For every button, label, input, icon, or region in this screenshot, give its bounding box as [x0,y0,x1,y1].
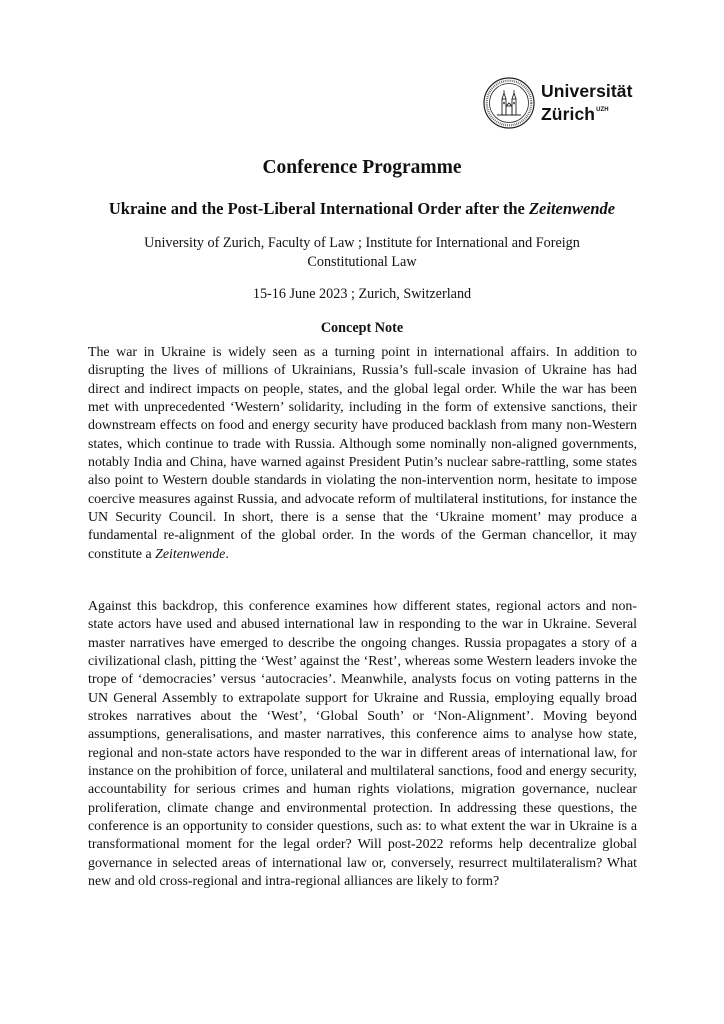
paragraph-1-end: . [225,546,229,562]
wordmark-city: Zürich [541,104,596,124]
wordmark-superscript: UZH [596,107,609,113]
paragraph-2: Against this backdrop, this conference examines how different states, regional actors and non-state actors have used and abused international law in responding to the war in Ukraine. Several master narratives have emerged to describe the ongoing changes. Russia propagates a story of a civilizational clash, pitting the ‘West’ against the ‘Rest’, whereas some Western leaders invoke the trope of ‘democracies’ versus ‘autocracies’. Meanwhile, analysts focus on voting patterns in the UN General Assembly to extrapolate support for Ukraine and Russia, employing equally broad strokes narratives about the ‘West’, ‘Global South’ or ‘Non-Alignment’. Moving beyond assumptions, generalisations, and master narratives, this conference aims to analyse how state, regional and non-state actors have responded to the war in different areas of international law, for instance on the prohibition of force, unilateral and multilateral sanctions, food and energy security, accountability for serious crimes and human rights violations, migration governance, nuclear proliferation, climate change and environmental protection. In addressing these questions, the conference is an opportunity to consider questions, such as: to what extent the war in Ukraine is a transformational moment for the legal order? Will post-2022 reforms help decentralize global governance in selected areas of international law or, conversely, resurrect multilateralism? What new and old cross-regional and intra-regional alliances are likely to form? [88,599,637,890]
paragraph-1-main: The war in Ukraine is widely seen as a turning point in international affairs. In addition to disrupting the lives of millions of Ukrainians, Russia’s full-scale invasion of Ukraine has had direct and indirect impacts on people, states, and the global legal order. While the war has been met with unprecedented ‘Western’ solidarity, including in the form of extensive sanctions, their downstream effects on food and energy security have produced backlash from many non-Western states, which continue to trade with Russia. Although some nominally non-aligned governments, notably India and China, have warned against President Putin’s nuclear sabre-rattling, some states also point to Western double standards in violating the non-intervention norm, hesitate to impose coercive measures against Russia, and advocate reform of multilateral institutions, for instance the UN Security Council. In short, there is a sense that the ‘Ukraine moment’ may produce a fundamental re-alignment of the global order. In the words of the German chancellor, it may constitute a [88,345,637,562]
subtitle-text: Ukraine and the Post-Liberal International Order after the [108,199,529,218]
section-heading: Concept Note [320,320,404,336]
conference-subtitle [0,199,724,219]
document-title: Conference Programme [262,157,462,178]
subtitle-italic: Zeitenwende [528,199,616,218]
university-seal-icon [483,77,535,129]
paragraph-1 [88,344,637,564]
university-logo [483,76,633,130]
date-location: 15-16 June 2023 ; Zurich, Switzerland [252,286,472,302]
wordmark-line-1: Universität [541,81,633,101]
paragraph-1-italic: Zeitenwende [155,546,226,562]
wordmark-line-2 [541,101,633,124]
university-wordmark [541,82,633,124]
institution-line: University of Zurich, Faculty of Law ; Institute for International and Foreign Constitutional Law [144,235,580,270]
